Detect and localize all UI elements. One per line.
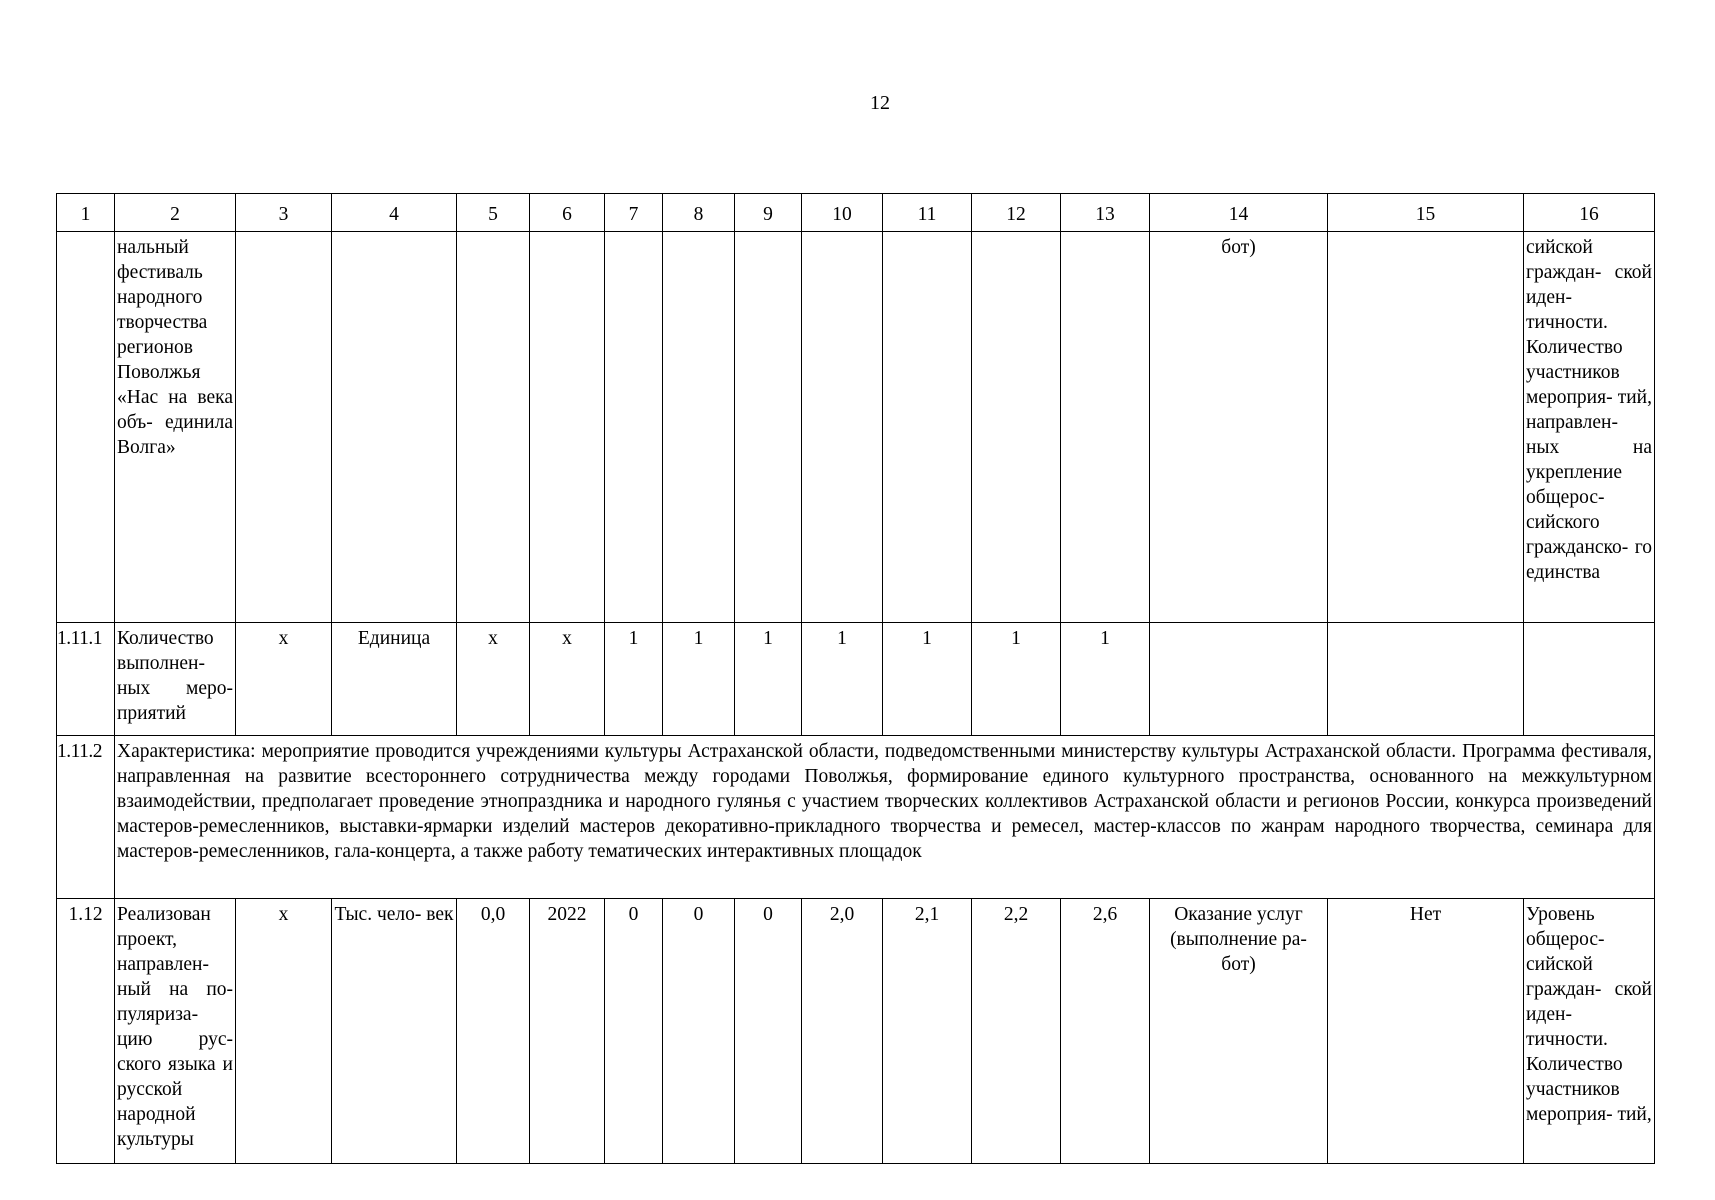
col-num-3: 3 [236, 194, 332, 232]
cell-empty [530, 232, 605, 623]
cell-service-type: Оказание услуг (выполнение ра- бот) [1150, 899, 1328, 1164]
cell-c13: 2,6 [1061, 899, 1150, 1164]
cell-name: нальный фестиваль народного творчества регионов Поволжья «Нас на века объ- единила Волга» [115, 232, 236, 623]
cell-id: 1.11.2 [57, 736, 115, 899]
column-number-row [57, 194, 1655, 232]
cell-c5: 0,0 [457, 899, 530, 1164]
table-row-1-12 [57, 899, 1655, 1164]
col-num-9: 9 [735, 194, 802, 232]
cell-c13: 1 [1061, 623, 1150, 736]
cell-empty [236, 232, 332, 623]
cell-c8: 0 [663, 899, 735, 1164]
cell-c11: 1 [883, 623, 972, 736]
cell-c15: Нет [1328, 899, 1524, 1164]
cell-c10: 1 [802, 623, 883, 736]
cell-empty [735, 232, 802, 623]
cell-empty [1328, 623, 1524, 736]
cell-empty [972, 232, 1061, 623]
cell-name: Количество выполнен- ных меро- приятий [115, 623, 236, 736]
cell-c9: 0 [735, 899, 802, 1164]
cell-c8: 1 [663, 623, 735, 736]
table-row-continued [57, 232, 1655, 623]
table-row-1-11-1 [57, 623, 1655, 736]
cell-c7: 0 [605, 899, 663, 1164]
col-num-5: 5 [457, 194, 530, 232]
cell-c5: x [457, 623, 530, 736]
cell-c7: 1 [605, 623, 663, 736]
cell-id: 1.11.1 [57, 623, 115, 736]
cell-unit: Единица [332, 623, 457, 736]
cell-characteristic: Характеристика: мероприятие проводится учреждениями культуры Астраханской области, подведомственными министерству культуры Астраханской области. Программа фестиваля, направленная на развитие всестороннего сотрудничества между городами Поволжья, формирование единого культурного пространства, основанного на межкультурном взаимодействии, предполагает проведение этнопраздника и народного гулянья с участием творческих коллективов Астраханской области и регионов России, конкурса произведений мастеров-ремесленников, выставки-ярмарки изделий мастеров декоративно-прикладного творчества и ремесел, мастер-классов по жанрам народного творчества, семинара для мастеров-ремесленников, гала-концерта, а также работу тематических интерактивных площадок [115, 736, 1655, 899]
cell-name: Реализован проект, направлен- ный на по- пуляриза- цию рус- ского языка и русской народной культуры [115, 899, 236, 1164]
cell-c12: 1 [972, 623, 1061, 736]
col-num-13: 13 [1061, 194, 1150, 232]
col-num-2: 2 [115, 194, 236, 232]
cell-c6: x [530, 623, 605, 736]
cell-empty [1150, 623, 1328, 736]
col-num-14: 14 [1150, 194, 1328, 232]
cell-c9: 1 [735, 623, 802, 736]
cell-c10: 2,0 [802, 899, 883, 1164]
cell-empty [1524, 623, 1655, 736]
cell-service-type: бот) [1150, 232, 1328, 623]
cell-empty [605, 232, 663, 623]
cell-c3: x [236, 623, 332, 736]
col-num-6: 6 [530, 194, 605, 232]
cell-id: 1.12 [57, 899, 115, 1164]
col-num-10: 10 [802, 194, 883, 232]
col-num-16: 16 [1524, 194, 1655, 232]
col-num-12: 12 [972, 194, 1061, 232]
cell-empty [802, 232, 883, 623]
cell-c3: x [236, 899, 332, 1164]
cell-empty [1328, 232, 1524, 623]
cell-empty [457, 232, 530, 623]
cell-c12: 2,2 [972, 899, 1061, 1164]
cell-indicator-link: Уровень общерос- сийской граждан- ской иден- тичности. Количество участников мероприя- тий, [1524, 899, 1655, 1164]
col-num-8: 8 [663, 194, 735, 232]
col-num-15: 15 [1328, 194, 1524, 232]
cell-indicator-link: сийской граждан- ской иден- тичности. Количество участников мероприя- тий, направлен- ных на укрепление общерос- сийского гражданско- го единства [1524, 232, 1655, 623]
cell-c11: 2,1 [883, 899, 972, 1164]
col-num-1: 1 [57, 194, 115, 232]
cell-empty [332, 232, 457, 623]
cell-empty [1061, 232, 1150, 623]
col-num-4: 4 [332, 194, 457, 232]
cell-empty [663, 232, 735, 623]
indicators-table [56, 193, 1655, 1164]
col-num-11: 11 [883, 194, 972, 232]
cell-c6: 2022 [530, 899, 605, 1164]
page-number: 12 [870, 92, 890, 114]
table-row-1-11-2 [57, 736, 1655, 899]
col-num-7: 7 [605, 194, 663, 232]
cell-empty [883, 232, 972, 623]
cell-unit: Тыс. чело- век [332, 899, 457, 1164]
cell-id [57, 232, 115, 623]
